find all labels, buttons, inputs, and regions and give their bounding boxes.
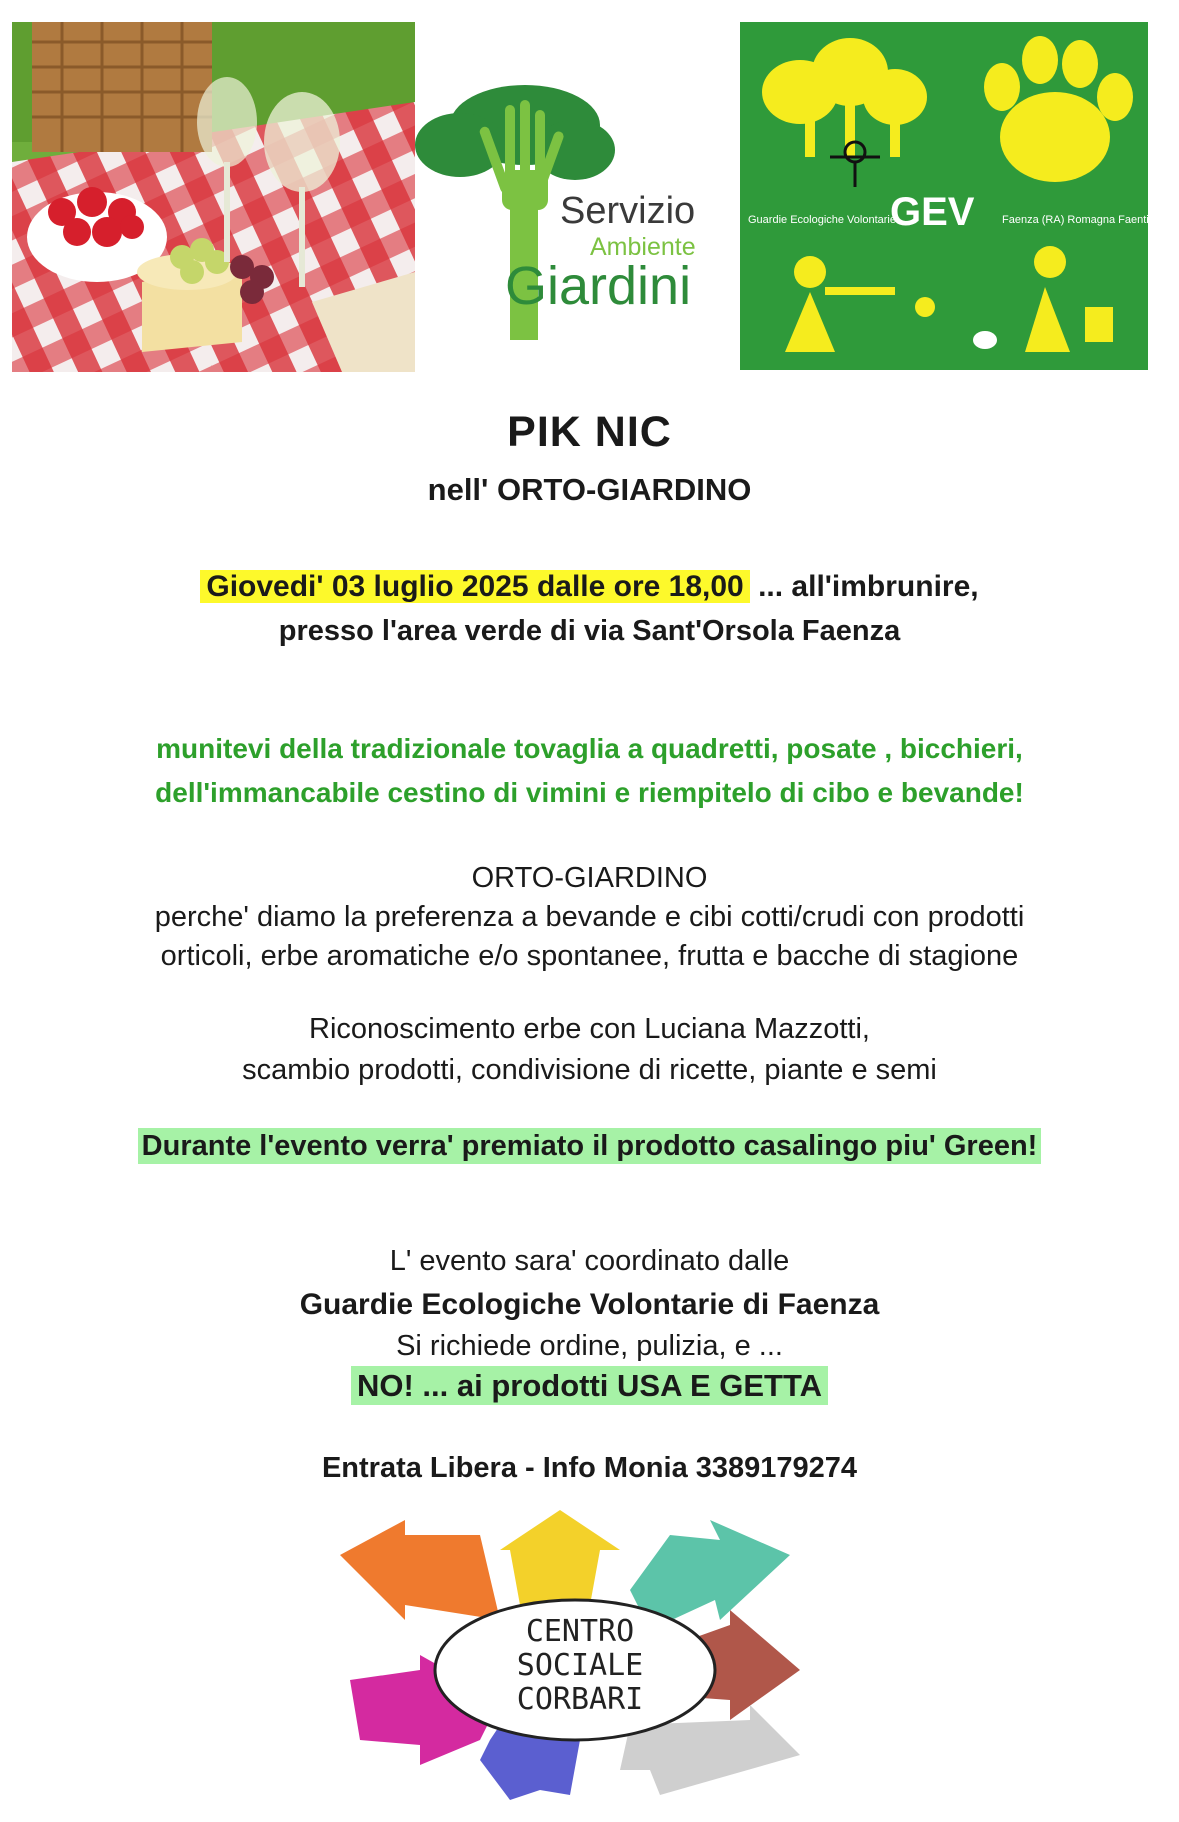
orto-line-2: orticoli, erbe aromatiche e/o spontanee, frutta e bacche di stagione — [160, 940, 1019, 972]
sag-servizio: Servizio — [560, 190, 696, 232]
date-line — [0, 570, 1179, 604]
date-highlight: Giovedi' 03 luglio 2025 dalle ore 18,00 — [200, 570, 749, 603]
centro-sociale-corbari-logo — [330, 1510, 830, 1800]
erbe-line-2: scambio prodotti, condivisione di ricette, piante e semi — [242, 1054, 937, 1086]
sag-giardini: Giardini — [505, 256, 692, 316]
sag-ambiente: Ambiente — [590, 233, 696, 261]
centro-line-1: CENTRO — [525, 1614, 635, 1649]
entrata-info: Entrata Libera - Info Monia 3389179274 — [321, 1452, 858, 1484]
picnic-photo — [12, 22, 415, 372]
gev-logo — [740, 22, 1161, 370]
erbe-line-1: Riconoscimento erbe con Luciana Mazzotti, — [309, 1013, 870, 1045]
orto-line-1: perche' diamo la preferenza a bevande e cibi cotti/crudi con prodotti — [154, 901, 1025, 933]
page-subtitle: nell' ORTO-GIARDINO — [427, 472, 752, 507]
place-line: presso l'area verde di via Sant'Orsola Faenza — [278, 615, 901, 647]
green-instruction-2: dell'immancabile cestino di vimini e riempitelo di cibo e bevande! — [155, 777, 1024, 808]
orto-heading: ORTO-GIARDINO — [471, 862, 708, 894]
gev-left-text: Guardie Ecologiche Volontarie — [748, 214, 896, 226]
prize-highlight: Durante l'evento verra' premiato il prodotto casalingo piu' Green! — [138, 1128, 1042, 1164]
no-usa-e-getta — [0, 1368, 1179, 1404]
gev-right-text: Faenza (RA) Romagna Faentina — [1002, 214, 1161, 226]
coord-line-1: L' evento sara' coordinato dalle — [389, 1245, 790, 1277]
servizio-ambiente-giardini-logo — [410, 70, 740, 340]
coord-line-2: Guardie Ecologiche Volontarie di Faenza — [299, 1288, 880, 1321]
no-usa-highlight: NO! ... ai prodotti USA E GETTA — [351, 1366, 828, 1405]
prize-line — [0, 1130, 1179, 1163]
page-title: PIK NIC — [507, 408, 672, 456]
date-rest: ... all'imbrunire, — [758, 570, 979, 603]
centro-line-2: SOCIALE — [516, 1648, 644, 1683]
centro-line-3: CORBARI — [516, 1682, 644, 1717]
coord-line-3: Si richiede ordine, pulizia, e ... — [396, 1330, 783, 1362]
gev-center-text: GEV — [890, 190, 975, 234]
green-instruction-1: munitevi della tradizionale tovaglia a quadretti, posate , bicchieri, — [156, 733, 1023, 764]
